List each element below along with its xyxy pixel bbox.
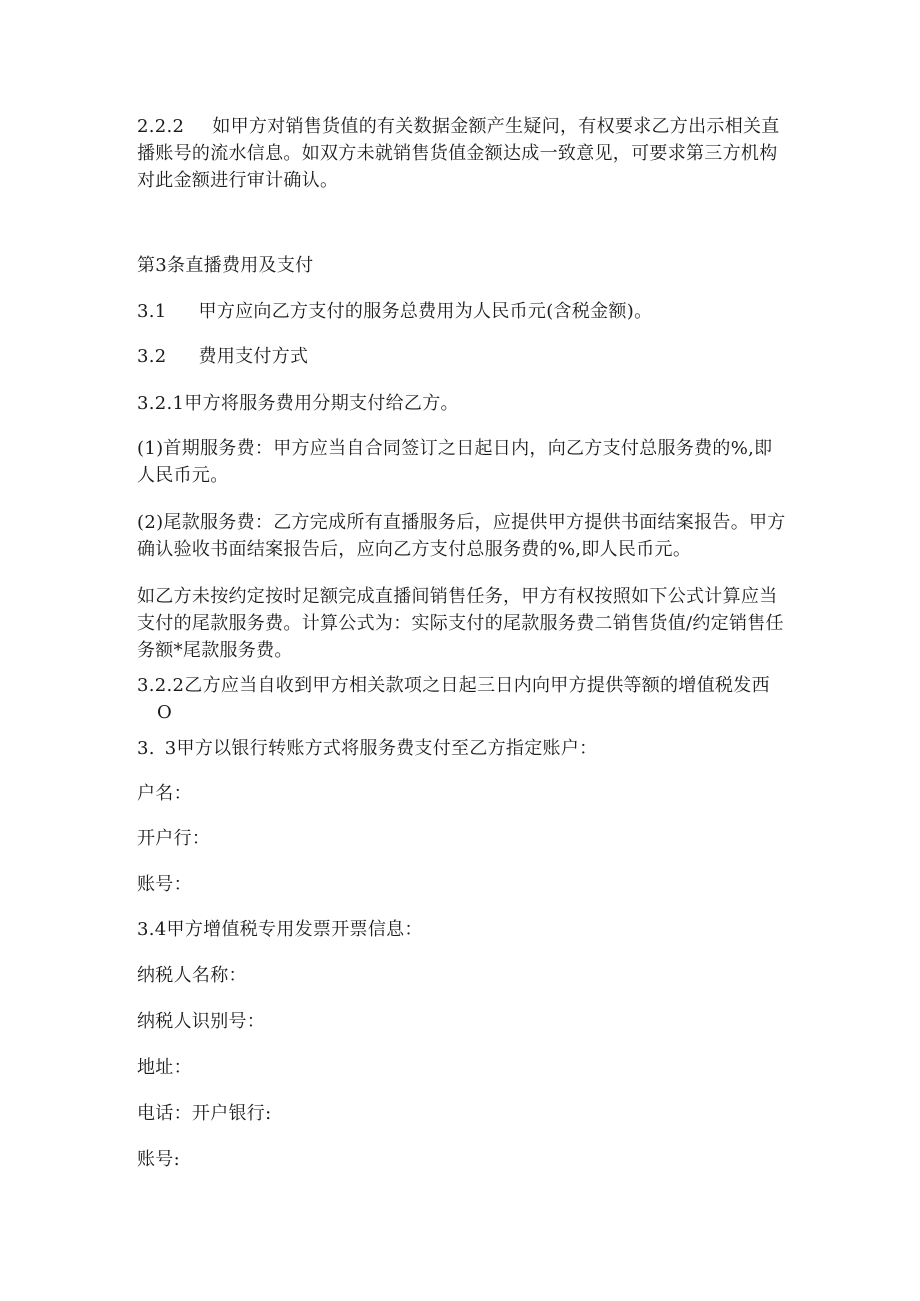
item-1-first-payment: (1)首期服务费：甲方应当自合同签订之日起日内，向乙方支付总服务费的%,即人民币元。 (137, 438, 773, 486)
clause-2-2-2 (137, 113, 787, 194)
taxpayer-name-field: 纳税人名称： (137, 965, 247, 986)
clause-text-line1: 3.2.2乙方应当自收到甲方相关款项之日起三日内向甲方提供等额的增值税发西 (137, 675, 770, 696)
formula-paragraph: 如乙方未按约定按时足额完成直播间销售任务，甲方有权按照如下公式计算应当支付的尾款服务费。计算公式为：实际支付的尾款服务费二销售货值/约定销售任务额*尾款服务费。 (137, 586, 784, 661)
clause-text: 3甲方以银行转账方式将服务费支付至乙方指定账户： (164, 738, 598, 759)
account-number-field-2: 账号: (137, 1149, 180, 1170)
clause-3-1 (137, 298, 787, 325)
clause-3-2 (137, 343, 787, 370)
clause-text: 如甲方对销售货值的有关数据金额产生疑问，有权要求乙方出示相关直播账号的流水信息。如双方未就销售货值金额达成一致意见，可要求第三方机构对此金额进行审计确认。 (137, 116, 780, 191)
item-2-final-payment: (2)尾款服务费：乙方完成所有直播服务后，应提供甲方提供书面结案报告。甲方确认验收书面结案报告后，应向乙方支付总服务费的%,即人民币元。 (137, 512, 786, 560)
clause-number: 3.1 (137, 301, 167, 322)
account-name-field: 户名： (137, 783, 192, 804)
clause-number: 3. (137, 738, 155, 759)
clause-3-2-1: 3.2.1甲方将服务费用分期支付给乙方。 (137, 393, 459, 414)
article-3-title: 第3条直播费用及支付 (137, 255, 314, 276)
clause-3-3 (137, 735, 787, 762)
clause-3-2-2 (137, 672, 787, 726)
clause-number: 2.2.2 (137, 116, 185, 137)
clause-text: 费用支付方式 (198, 346, 309, 367)
account-number-field: 账号： (137, 874, 192, 895)
clause-number: 3.2 (137, 346, 167, 367)
clause-text-line2: O (157, 702, 173, 723)
clause-text: 甲方应向乙方支付的服务总费用为人民币元(含税金额)。 (198, 301, 653, 322)
phone-bank-field: 电话：开户银行: (137, 1103, 272, 1124)
clause-3-4: 3.4甲方增值税专用发票开票信息： (137, 919, 423, 940)
taxpayer-id-field: 纳税人识别号： (137, 1011, 266, 1032)
bank-field: 开户行： (137, 828, 211, 849)
address-field: 地址： (137, 1057, 192, 1078)
